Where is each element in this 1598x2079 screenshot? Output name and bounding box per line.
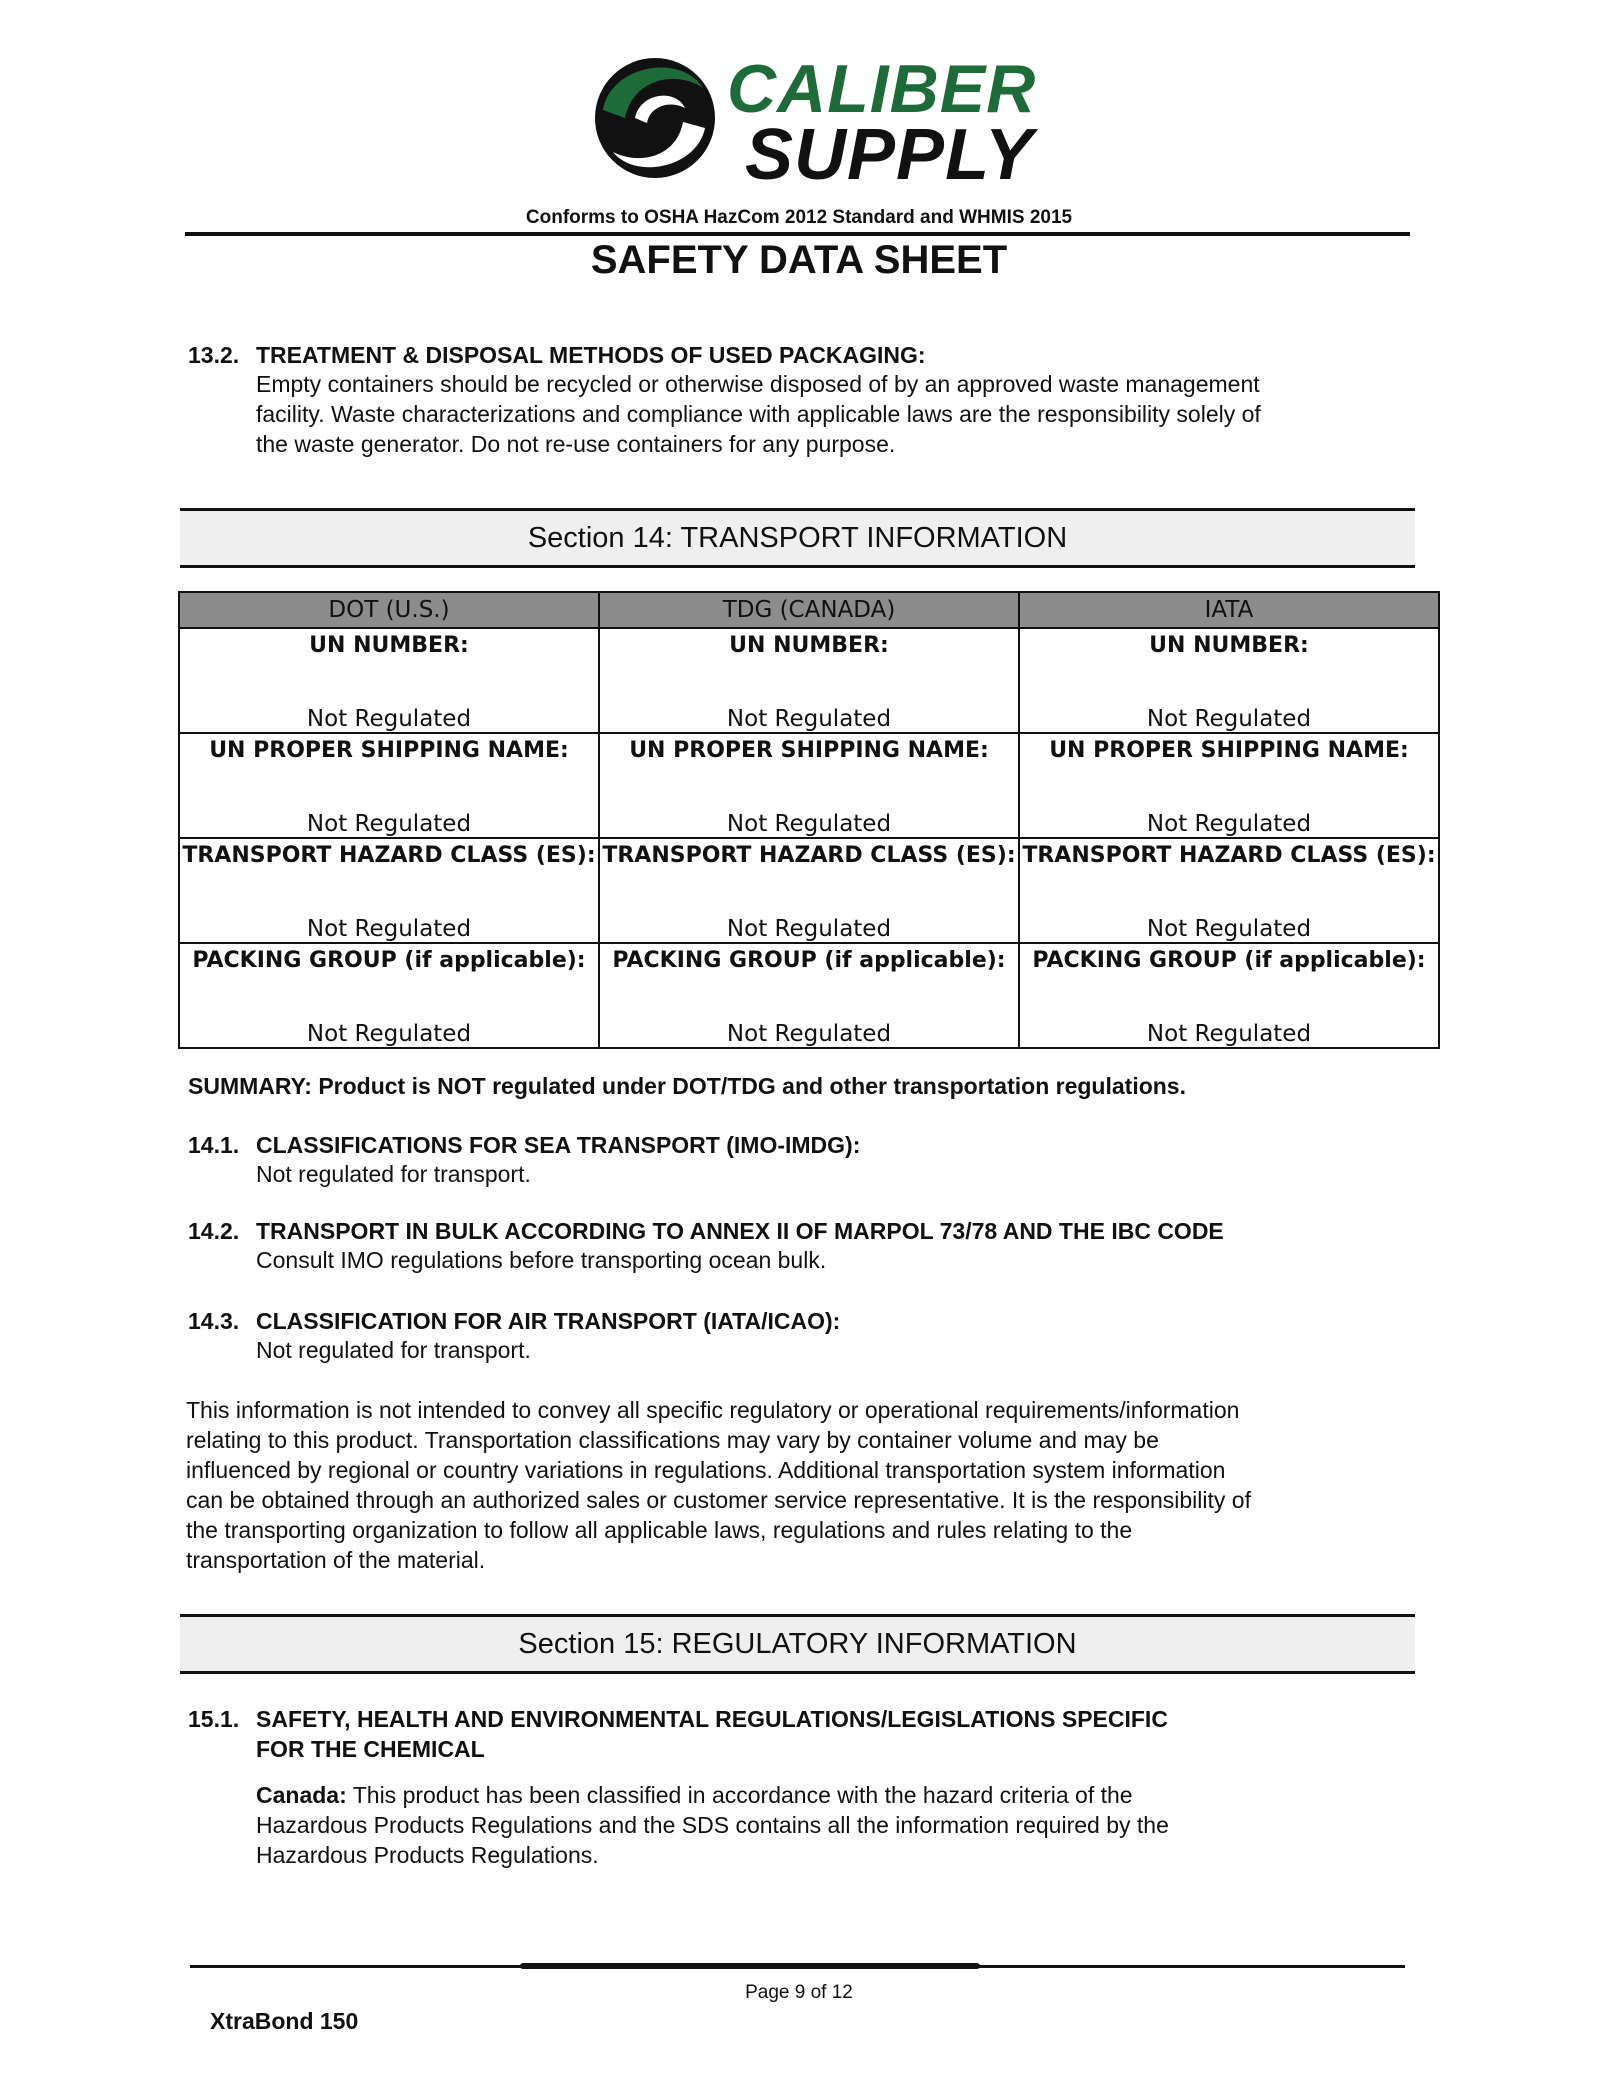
header-rule [185, 232, 1410, 236]
body-line: This product has been classified in accordance with the hazard criteria of the [346, 1782, 1133, 1808]
cell-label: TRANSPORT HAZARD CLASS (ES): [1022, 843, 1436, 868]
page-title: SAFETY DATA SHEET [590, 238, 1008, 282]
cell-value: Not Regulated [306, 1021, 472, 1047]
subsection-heading: CLASSIFICATIONS FOR SEA TRANSPORT (IMO-IMDG): [256, 1132, 861, 1158]
cell-label: PACKING GROUP (if applicable): [1032, 948, 1426, 973]
body-line: the waste generator. Do not re-use containers for any purpose. [256, 431, 896, 457]
body-line: Not regulated for transport. [256, 1161, 531, 1187]
subsection-number: 15.1. [188, 1706, 240, 1732]
product-name: XtraBond 150 [210, 2008, 359, 2034]
body-line: This information is not intended to convey all specific regulatory or operational requirements/information [186, 1397, 1240, 1423]
column-header: DOT (U.S.) [179, 592, 599, 628]
cell-label: UN PROPER SHIPPING NAME: [209, 738, 569, 763]
section-14-2 [188, 1218, 1438, 1275]
section-14-1 [188, 1132, 1418, 1189]
column-header: TDG (CANADA) [599, 592, 1019, 628]
table-row [179, 838, 1439, 943]
subsection-heading: TREATMENT & DISPOSAL METHODS OF USED PACKAGING: [256, 342, 926, 368]
body-line: influenced by regional or country variations in regulations. Additional transportation system information [186, 1457, 1226, 1483]
body-line: Consult IMO regulations before transporting ocean bulk. [256, 1247, 827, 1273]
section-14-3 [188, 1308, 1418, 1365]
body-line: Hazardous Products Regulations. [256, 1842, 599, 1868]
cell-value: Not Regulated [1146, 916, 1312, 942]
subsection-number: 13.2. [188, 342, 240, 368]
body-line: relating to this product. Transportation classifications may vary by container volume and may be [186, 1427, 1159, 1453]
cell-label: UN NUMBER: [1149, 633, 1309, 658]
subsection-heading: SAFETY, HEALTH AND ENVIRONMENTAL REGULATIONS/LEGISLATIONS SPECIFIC [256, 1706, 1168, 1732]
cell-value: Not Regulated [1146, 1021, 1312, 1047]
body-line: Hazardous Products Regulations and the SDS contains all the information required by the [256, 1812, 1169, 1838]
table-row [179, 628, 1439, 733]
section-14-header: Section 14: TRANSPORT INFORMATION [180, 508, 1415, 568]
cell-label: PACKING GROUP (if applicable): [192, 948, 586, 973]
table-row [179, 733, 1439, 838]
subsection-number: 14.1. [188, 1132, 240, 1158]
cell-label: UN NUMBER: [309, 633, 469, 658]
section-15-header: Section 15: REGULATORY INFORMATION [180, 1614, 1415, 1674]
cell-label: UN PROPER SHIPPING NAME: [1049, 738, 1409, 763]
cell-label: PACKING GROUP (if applicable): [612, 948, 1006, 973]
body-line: the transporting organization to follow all applicable laws, regulations and rules relating to the [186, 1517, 1133, 1543]
cell-label: UN PROPER SHIPPING NAME: [629, 738, 989, 763]
swirl-logo-icon [585, 48, 725, 188]
body-line: transportation of the material. [186, 1547, 486, 1573]
table-row [179, 943, 1439, 1048]
brand-line1: CALIBER [727, 51, 1037, 127]
cell-value: Not Regulated [1146, 811, 1312, 837]
cell-value: Not Regulated [306, 706, 472, 732]
subsection-number: 14.3. [188, 1308, 240, 1334]
column-header: IATA [1019, 592, 1439, 628]
cell-value: Not Regulated [306, 811, 472, 837]
section-15-1 [188, 1704, 1418, 1870]
conformance-statement: Conforms to OSHA HazCom 2012 Standard and WHMIS 2015 [525, 207, 1073, 228]
page-number: Page 9 of 12 [745, 1982, 853, 2003]
cell-label: UN NUMBER: [729, 633, 889, 658]
footer-rule-accent [520, 1963, 980, 1969]
section-13-2 [188, 342, 1418, 459]
cell-value: Not Regulated [306, 916, 472, 942]
brand-line2: SUPPLY [745, 115, 1034, 195]
cell-value: Not Regulated [726, 916, 892, 942]
subsection-heading: FOR THE CHEMICAL [256, 1736, 485, 1762]
subsection-heading: TRANSPORT IN BULK ACCORDING TO ANNEX II OF MARPOL 73/78 AND THE IBC CODE [256, 1218, 1224, 1244]
cell-value: Not Regulated [1146, 706, 1312, 732]
body-line: Not regulated for transport. [256, 1337, 531, 1363]
subsection-heading: CLASSIFICATION FOR AIR TRANSPORT (IATA/ICAO): [256, 1308, 841, 1334]
canada-label: Canada: [256, 1782, 347, 1808]
subsection-number: 14.2. [188, 1218, 240, 1244]
cell-label: TRANSPORT HAZARD CLASS (ES): [602, 843, 1016, 868]
body-line: Empty containers should be recycled or otherwise disposed of by an approved waste management [256, 371, 1260, 397]
cell-value: Not Regulated [726, 811, 892, 837]
transport-disclaimer [186, 1395, 1436, 1575]
cell-value: Not Regulated [726, 1021, 892, 1047]
body-line: facility. Waste characterizations and compliance with applicable laws are the responsibility solely of [256, 401, 1261, 427]
body-line: can be obtained through an authorized sales or customer service representative. It is the responsibility of [186, 1487, 1251, 1513]
cell-label: TRANSPORT HAZARD CLASS (ES): [182, 843, 596, 868]
cell-value: Not Regulated [726, 706, 892, 732]
transport-summary: SUMMARY: Product is NOT regulated under DOT/TDG and other transportation regulations. [188, 1073, 1186, 1099]
company-logo [585, 48, 1037, 195]
transport-table [178, 591, 1440, 1049]
